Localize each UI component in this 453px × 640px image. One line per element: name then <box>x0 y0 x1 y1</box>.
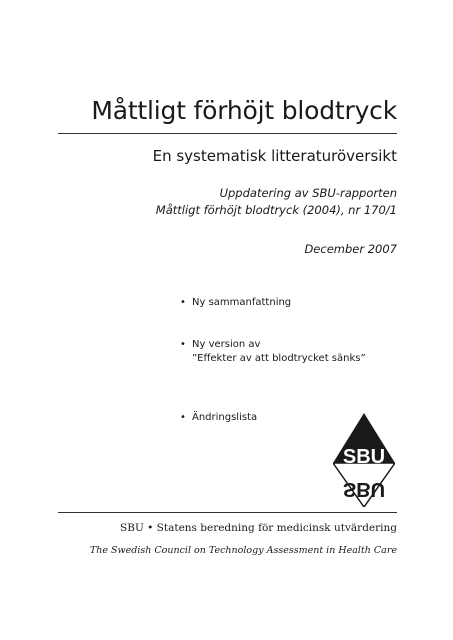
bullet-icon: • <box>180 412 186 423</box>
list-item-label: Ny sammanfattning <box>192 297 292 308</box>
footer-english-name: The Swedish Council on Technology Assessment in Health Care <box>89 545 397 556</box>
svg-text:SBU: SBU <box>342 478 386 500</box>
report-date: December 2007 <box>304 242 397 256</box>
bullet-icon: • <box>180 297 186 308</box>
bullet-icon: • <box>180 339 186 350</box>
list-item-label: Ny version av <box>192 339 261 350</box>
svg-text:SBU: SBU <box>342 446 386 468</box>
list-item-label-continued: ”Effekter av att blodtrycket sänks” <box>192 353 366 364</box>
list-item <box>180 296 366 310</box>
footer-divider <box>58 512 397 513</box>
update-line-1: Uppdatering av SBU-rapporten <box>219 186 397 200</box>
page-title: Måttligt förhöjt blodtryck <box>91 96 397 125</box>
list-item <box>180 338 366 366</box>
contents-list <box>180 296 366 423</box>
list-item-label: Ändringslista <box>192 412 258 423</box>
footer-organization: SBU • Statens beredning för medicinsk utvärdering <box>120 522 397 534</box>
sbu-logo <box>333 413 395 507</box>
subtitle: En systematisk litteraturöversikt <box>152 147 397 165</box>
update-line-2: Måttligt förhöjt blodtryck (2004), nr 170/1 <box>155 203 397 217</box>
title-divider <box>58 133 397 134</box>
